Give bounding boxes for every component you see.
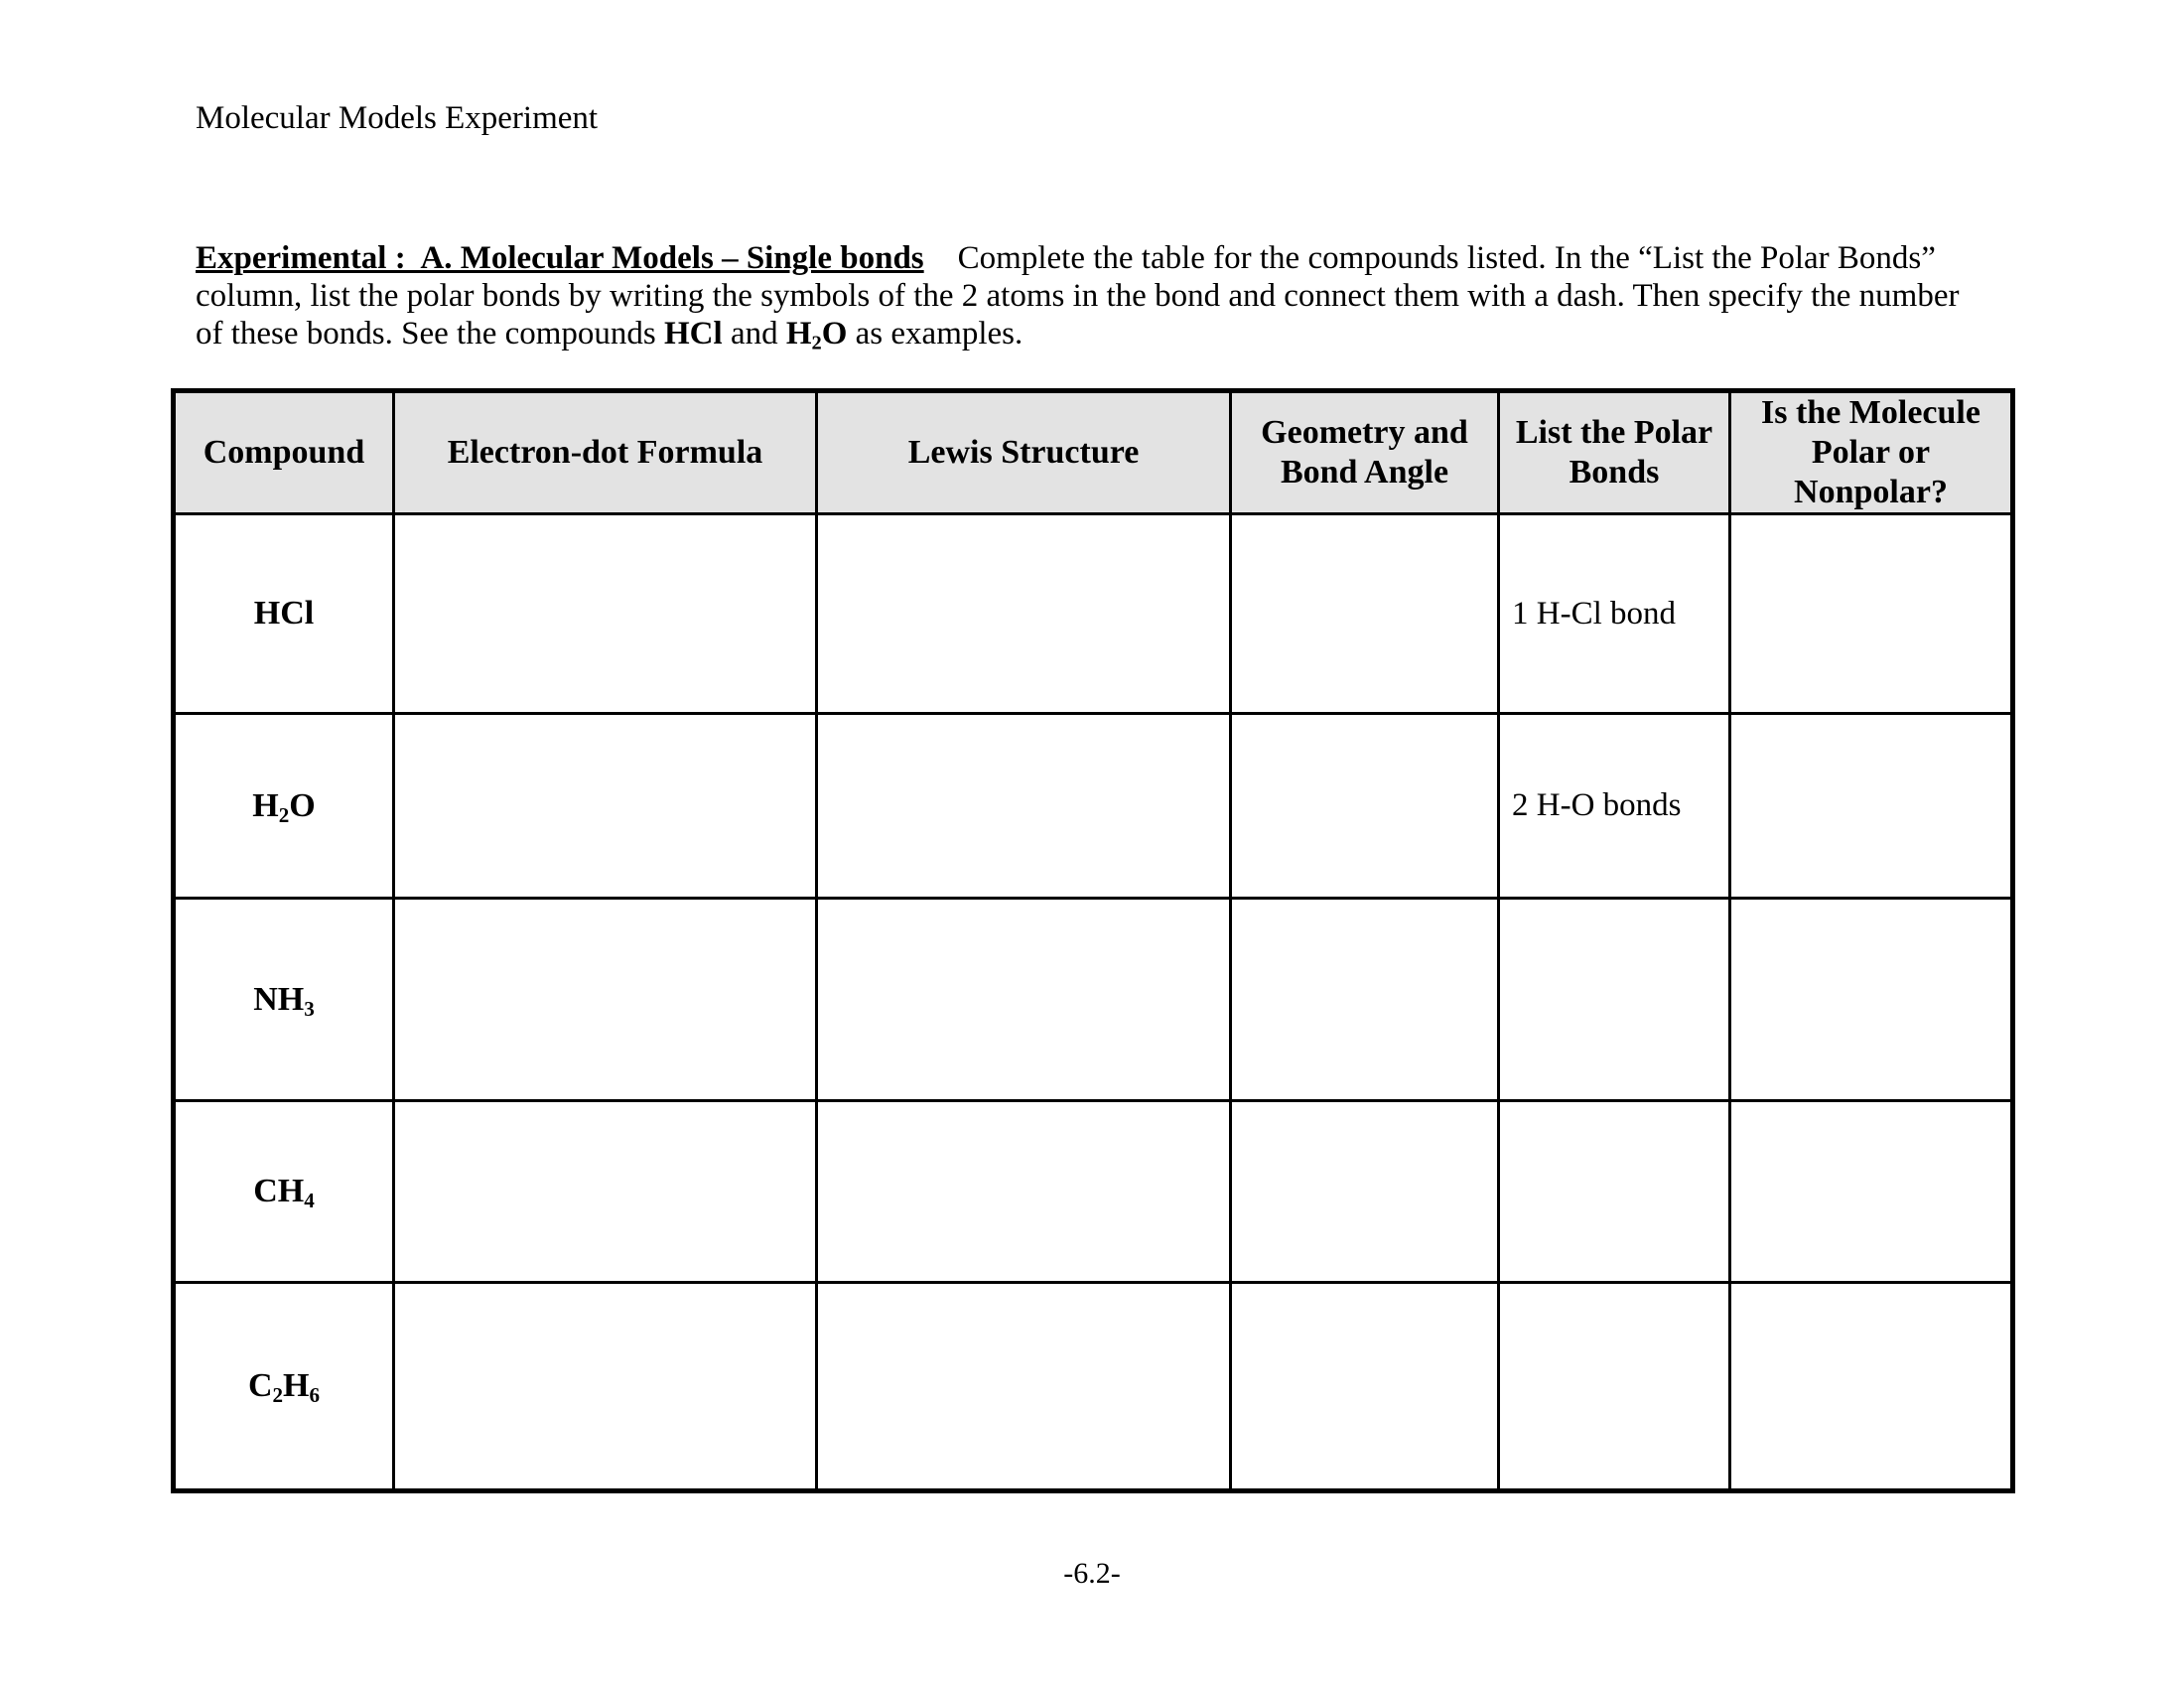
instructions-line-3: of these bonds. See the compounds HCl and $H_2O$ as examples. [196,316,1024,354]
polarity-cell [1730,514,2013,714]
col-header-compound: Compound [174,391,394,514]
geometry-cell [1231,899,1499,1101]
table-row-hcl [174,514,2013,714]
polar-bonds-cell [1499,1283,1730,1491]
col-header-electron-dot-formula: Electron-dot Formula [394,391,817,514]
compound-formula: HCl [174,514,394,714]
instructions-line-2: column, list the polar bonds by writing the symbols of the 2 atoms in the bond and connect them with a dash. Then specify the number [196,278,1960,314]
table-row-ch4 [174,1101,2013,1283]
instructions-paragraph [196,239,1960,352]
polarity-cell [1730,1101,2013,1283]
polarity-cell [1730,899,2013,1101]
geometry-cell [1231,714,1499,899]
geometry-cell [1231,1283,1499,1491]
table-row-c2h6 [174,1283,2013,1491]
page-number: -6.2- [1063,1557,1121,1590]
col-header-polar-or-nonpolar: Is the Molecule Polar or Nonpolar? [1730,391,2013,514]
polarity-cell [1730,714,2013,899]
electron-dot-cell [394,514,817,714]
lewis-structure-cell [817,899,1231,1101]
polarity-cell [1730,1283,2013,1491]
electron-dot-cell [394,899,817,1101]
geometry-cell [1231,1101,1499,1283]
col-header-polar-bonds: List the Polar Bonds [1499,391,1730,514]
lewis-structure-cell [817,1283,1231,1491]
lewis-structure-cell [817,1101,1231,1283]
electron-dot-cell [394,1283,817,1491]
table-row-h2o [174,714,2013,899]
col-header-lewis-structure: Lewis Structure [817,391,1231,514]
table-row-nh3 [174,899,2013,1101]
polar-bonds-cell [1499,899,1730,1101]
col-header-geometry-bond-angle: Geometry and Bond Angle [1231,391,1499,514]
electron-dot-cell [394,1101,817,1283]
document-title: Molecular Models Experiment [196,100,599,136]
compounds-table [171,388,2015,1493]
table-header-row [174,391,2013,514]
compound-formula: $C_2H_6$ [174,1283,394,1491]
geometry-cell [1231,514,1499,714]
lewis-structure-cell [817,514,1231,714]
compound-formula: $CH_4$ [174,1101,394,1283]
instructions-line-1: Experimental : A. Molecular Models – Single bonds Complete the table for the compounds listed. In the “List the Polar Bonds” [196,240,1936,276]
polar-bonds-cell: 1 H-Cl bond [1499,514,1730,714]
polar-bonds-cell: 2 H-O bonds [1499,714,1730,899]
compound-formula: $H_2O$ [174,714,394,899]
polar-bonds-cell [1499,1101,1730,1283]
lewis-structure-cell [817,714,1231,899]
electron-dot-cell [394,714,817,899]
compound-formula: $NH_3$ [174,899,394,1101]
